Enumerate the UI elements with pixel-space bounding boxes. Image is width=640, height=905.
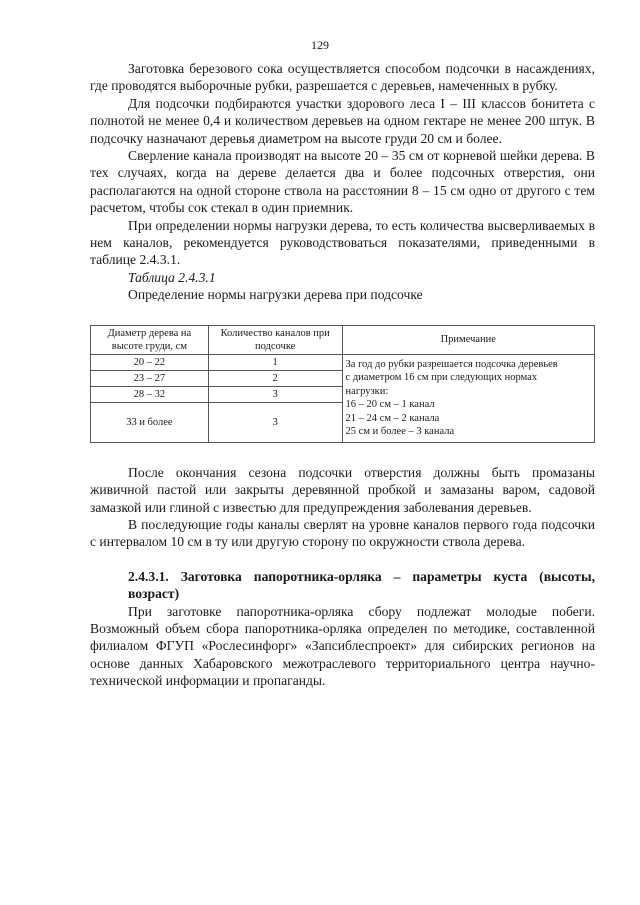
cell-channels: 1 — [208, 354, 342, 370]
note-line: 25 см и более – 3 канала — [345, 426, 455, 437]
paragraph: Для подсочки подбираются участки здорового леса I – III классов бонитета с полнотой не менее 0,4 и количеством деревьев на одном гектаре не менее 200 штук. В подсочку назначают деревья диаметром на высоте груди 20 см и более. — [90, 95, 595, 146]
cell-channels: 3 — [208, 386, 342, 402]
load-norm-table — [90, 325, 595, 443]
cell-diameter: 20 – 22 — [91, 354, 209, 370]
header-diameter: Диаметр дерева на высоте груди, см — [91, 325, 209, 354]
paragraph: После окончания сезона подсочки отверстия должны быть промазаны живичной пастой или закрыты деревянной пробкой и замазаны варом, садовой замазкой или глиной с известью для предупреждения заболевания деревьев. — [90, 464, 595, 515]
paragraph: Сверление канала производят на высоте 20 – 35 см от корневой шейки дерева. В тех случаях, когда на дереве делается два и более подсочных отверстия, они располагаются на одной стороне ствола на расстоянии 8 – 15 см одно от другого с тем расчетом, чтобы сок стекал в один приемник. — [90, 148, 595, 216]
note-line: 21 – 24 см – 2 канала — [345, 412, 440, 424]
table-header-row — [91, 325, 595, 354]
paragraph: При заготовке папоротника-орляка сбору подлежат молодые побеги. Возможный объем сбора папоротника-орляка определен по методике, составленной филиалом ФГУП «Рослесинфорг» «Запсиблеспроект» для сибирских регионов на основе данных Хабаровского межотраслевого территориального центра научно-технической информации и пропаганды. — [90, 603, 595, 689]
cell-channels: 3 — [208, 402, 342, 442]
page-body — [90, 60, 595, 690]
paragraph: В последующие годы каналы сверлят на уровне каналов первого года подсочки с интервалом 10 см в ту или другую сторону по окружности ствола дерева. — [90, 516, 595, 550]
section-heading-line: 2.4.3.1. Заготовка папоротника-орляка – параметры куста (высоты, — [128, 568, 595, 584]
section-heading — [90, 568, 595, 603]
cell-channels: 2 — [208, 370, 342, 386]
note-line: нагрузки: — [345, 385, 389, 397]
table-row — [91, 354, 595, 370]
table-caption: Таблица 2.4.3.1 — [128, 269, 216, 285]
note-line: 16 – 20 см – 1 канал — [345, 399, 435, 411]
header-note: Примечание — [342, 325, 594, 354]
header-channels: Количество каналов при подсочке — [208, 325, 342, 354]
note-line: За год до рубки разрешается подсочка деревьев — [345, 358, 558, 370]
paragraph: При определении нормы нагрузки дерева, то есть количества высверливаемых в нем каналов, рекомендуется руководствоваться показателями, приведенными в таблице 2.4.3.1. — [90, 217, 595, 268]
cell-diameter: 33 и более — [91, 402, 209, 442]
table-title: Определение нормы нагрузки дерева при подсочке — [128, 287, 423, 303]
paragraph: Заготовка березового сока осуществляется способом подсочки в насаждениях, где проводятся выборочные рубки, разрешается с деревьев, намеченных в рубку. — [90, 61, 595, 94]
page-number: 129 — [311, 38, 329, 52]
cell-note — [342, 354, 594, 442]
cell-diameter: 23 – 27 — [91, 370, 209, 386]
section-heading-line: возраст) — [128, 586, 180, 602]
cell-diameter: 28 – 32 — [91, 386, 209, 402]
note-line: с диаметром 16 см при следующих нормах — [345, 372, 538, 384]
